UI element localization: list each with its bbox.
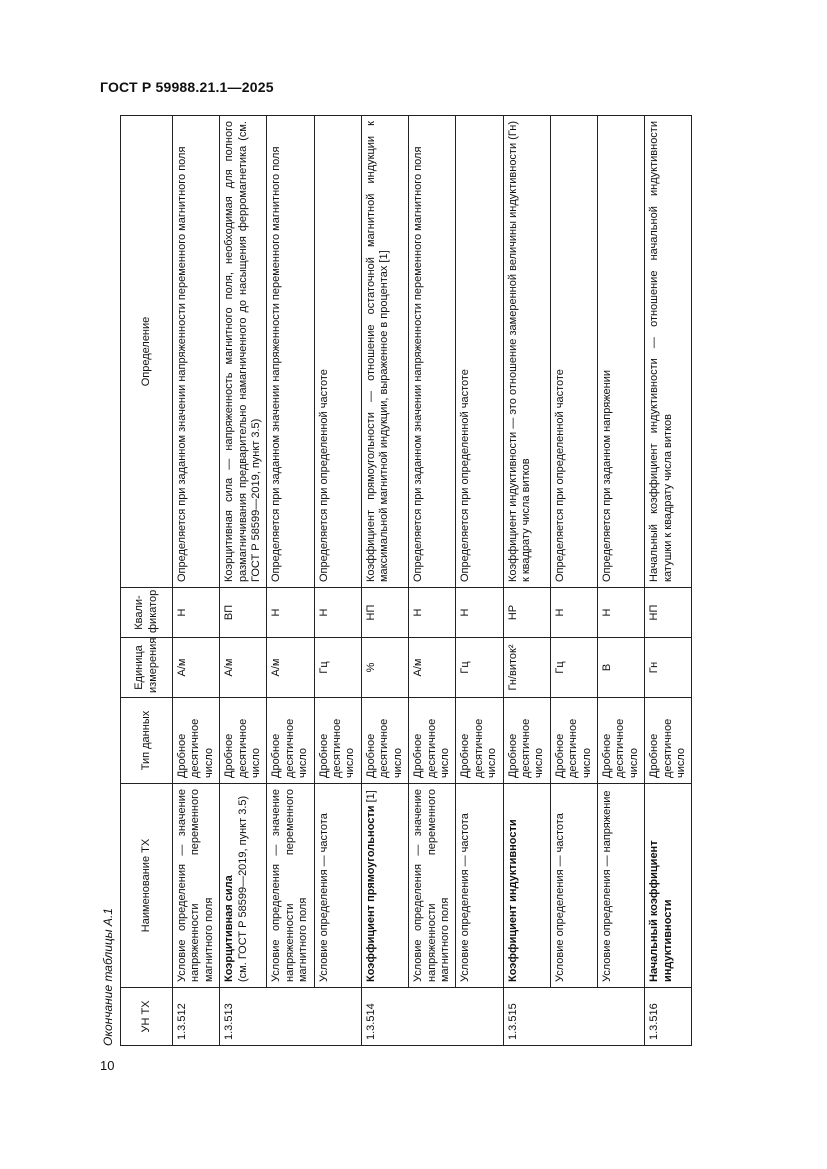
col-header-name: Наименование ТХ [121,784,173,988]
cell-qualifier: НП [645,588,692,638]
col-header-code: УН ТХ [121,988,173,1046]
table-header-row [121,116,173,1046]
cell-code: 1.3.514 [361,988,503,1046]
table-row [503,116,550,1046]
table-caption: Окончание таблицы А.1 [101,908,115,1046]
cell-unit: Гц [456,638,503,698]
cell-definition: Коэрцитивная сила — напряженность магнитного поля, необходимая для полного размагничивания предварительно намагниченного до насыщения ферромагнетика (см. ГОСТ Р 58599—2019, пункт 3.5) [220,116,267,588]
table-row [361,116,408,1046]
term-bold: Начальный коэффициент индуктивности [648,840,674,982]
cell-qualifier: Н [314,588,361,638]
cell-definition: Определяется при определенной частоте [550,116,597,588]
cell-name [220,784,267,988]
spec-table [120,115,692,1046]
cell-unit: В [597,638,644,698]
table-row [597,116,644,1046]
table-row [314,116,361,1046]
cell-type: Дробное десятичное число [361,698,408,784]
cell-type: Дробное десятичное число [597,698,644,784]
cell-unit: Гн/виток² [503,638,550,698]
cell-name [503,784,550,988]
cell-type: Дробное десятичное число [456,698,503,784]
table-row [220,116,267,1046]
cell-name: Условие определения — частота [550,784,597,988]
col-header-unit: Единица измерения [121,638,173,698]
cell-definition: Определяется при заданном значении напряженности переменного магнитного поля [409,116,456,588]
table-row [173,116,220,1046]
cell-name [361,784,408,988]
table-row [409,116,456,1046]
cell-qualifier: НП [361,588,408,638]
cell-type: Дробное десятичное число [550,698,597,784]
page-number: 10 [100,1058,115,1073]
cell-qualifier: Н [456,588,503,638]
cell-unit: А/м [409,638,456,698]
cell-definition: Определяется при заданном напряжении [597,116,644,588]
cell-unit: Гц [314,638,361,698]
cell-code: 1.3.515 [503,988,645,1046]
term-bold: Коэффициент индуктивности [506,819,519,982]
cell-name [645,784,692,988]
table-row [267,116,314,1046]
document-header: ГОСТ Р 59988.21.1—2025 [100,79,274,95]
cell-unit: А/м [173,638,220,698]
cell-type: Дробное десятичное число [409,698,456,784]
cell-type: Дробное десятичное число [220,698,267,784]
cell-type: Дробное десятичное число [645,698,692,784]
cell-qualifier: Н [409,588,456,638]
cell-name: Условие определения — напряжение [597,784,644,988]
cell-code: 1.3.513 [220,988,362,1046]
term-ref: [1] [364,790,377,803]
cell-name: Условие определения — частота [456,784,503,988]
cell-qualifier: Н [550,588,597,638]
col-header-qualifier: Квали-фикатор [121,588,173,638]
table-row [456,116,503,1046]
cell-type: Дробное десятичное число [173,698,220,784]
col-header-definition: Определение [121,116,173,588]
cell-unit: А/м [267,638,314,698]
cell-definition: Определяется при заданном значении напряженности переменного магнитного поля [267,116,314,588]
cell-type: Дробное десятичное число [267,698,314,784]
term-bold: Коэрцитивная сила [223,875,236,982]
term-ref: (см. ГОСТ Р 58599—2019, пункт 3.5) [236,795,249,982]
cell-name: Условие определения — частота [314,784,361,988]
cell-qualifier: НР [503,588,550,638]
cell-definition: Начальный коэффициент индуктивности — отношение начальной индуктивности катушки к квадрату числа витков [645,116,692,588]
cell-definition: Коэффициент прямоугольности — отношение остаточной магнитной индукции к максимальной магнитной индукции, выраженное в процентах [1] [361,116,408,588]
table-row [550,116,597,1046]
term-bold: Коэффициент прямоугольности [364,805,377,982]
cell-type: Дробное десятичное число [503,698,550,784]
cell-definition: Коэффициент индуктивности — это отношение замеренной величины индуктивности (Гн) к квадрату числа витков [503,116,550,588]
cell-definition: Определяется при определенной частоте [314,116,361,588]
rotated-table-block [98,116,686,1046]
cell-code: 1.3.512 [173,988,220,1046]
cell-qualifier: Н [173,588,220,638]
cell-unit: % [361,638,408,698]
cell-unit: А/м [220,638,267,698]
cell-type: Дробное десятичное число [314,698,361,784]
col-header-type: Тип данных [121,698,173,784]
cell-definition: Определяется при заданном значении напряженности переменного магнитного поля [173,116,220,588]
table-row [645,116,692,1046]
cell-name: Условие определения — значение напряженности переменного магнитного поля [267,784,314,988]
cell-name: Условие определения — значение напряженности переменного магнитного поля [173,784,220,988]
cell-qualifier: ВП [220,588,267,638]
cell-qualifier: Н [597,588,644,638]
cell-unit: Гн [645,638,692,698]
cell-code: 1.3.516 [645,988,692,1046]
cell-qualifier: Н [267,588,314,638]
cell-definition: Определяется при определенной частоте [456,116,503,588]
cell-unit: Гц [550,638,597,698]
cell-name: Условие определения — значение напряженности переменного магнитного поля [409,784,456,988]
